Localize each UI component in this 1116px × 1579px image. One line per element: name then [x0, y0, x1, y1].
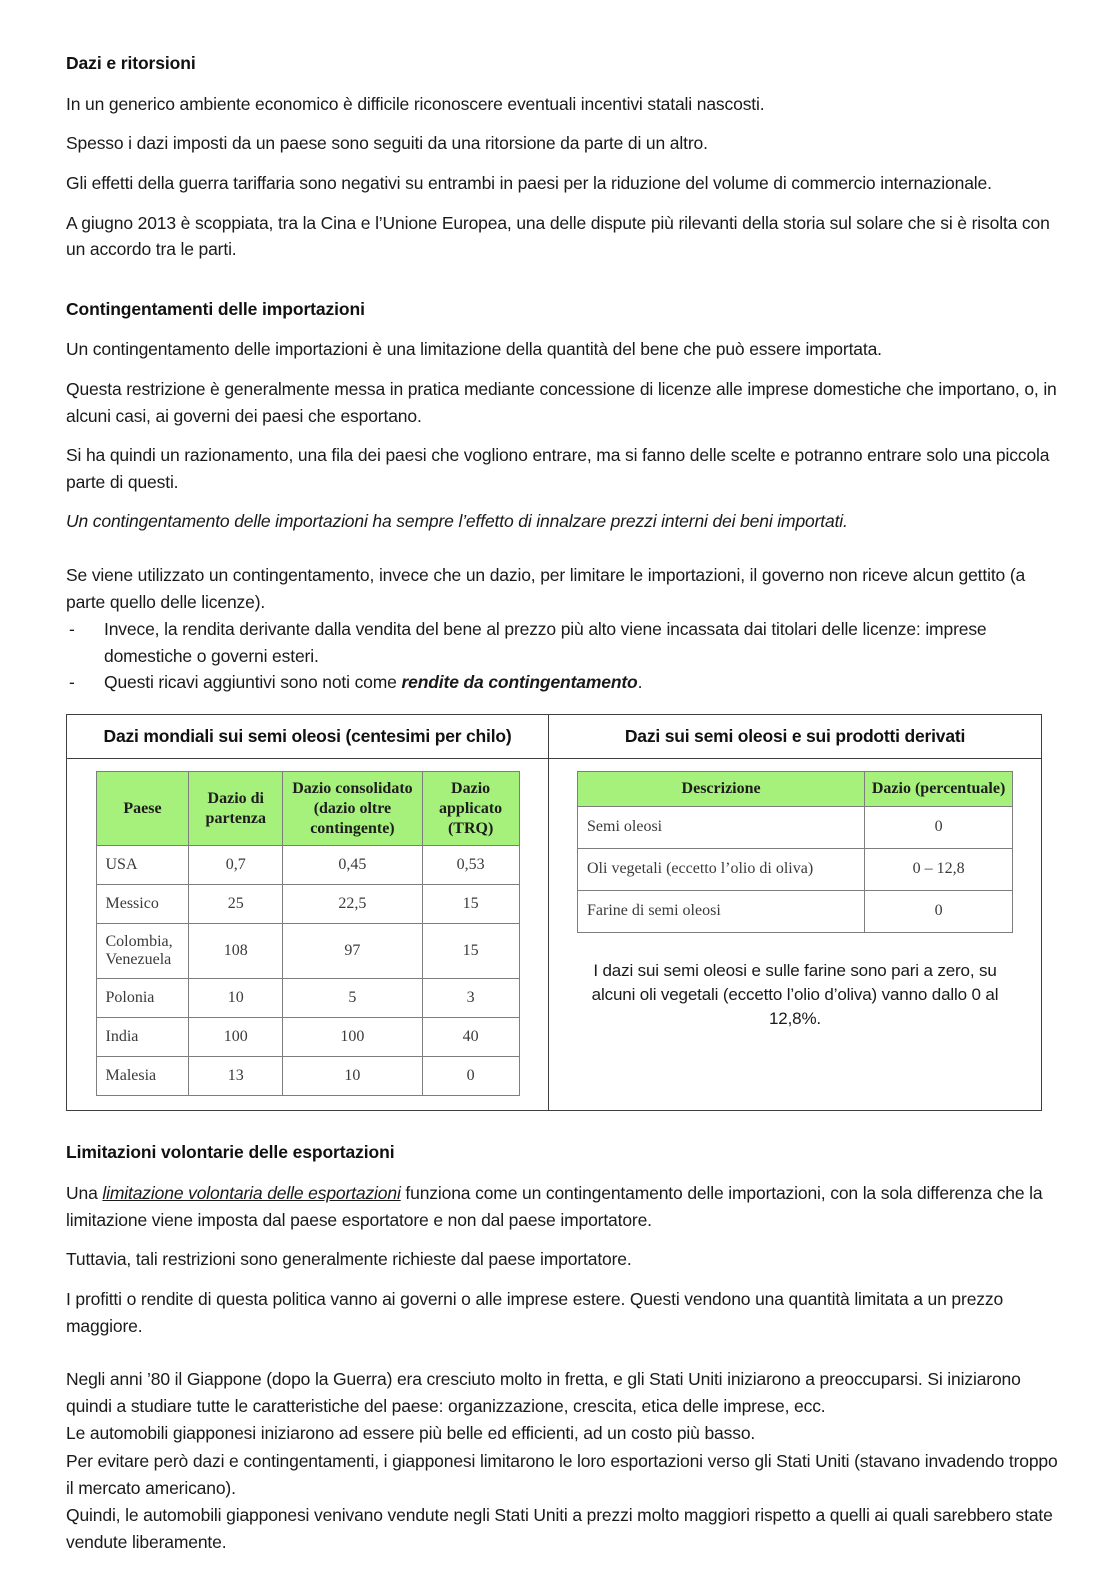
column-header-dazio-consolidato: Dazio consolidato (dazio oltre contingente) — [283, 772, 423, 846]
panel-title-left: Dazi mondiali sui semi oleosi (centesimi per chilo) — [67, 715, 548, 759]
paragraph-japan-3: Quindi, le automobili giapponesi venivano vendute negli Stati Uniti a prezzi molto maggiori rispetto a quelli ai quali sarebbero state vendute liberamente. — [66, 1505, 1053, 1552]
column-header-dazio-partenza: Dazio di partenza — [189, 772, 283, 846]
vers-lead-prefix: Una — [66, 1183, 103, 1204]
cell-consolidato: 5 — [283, 979, 423, 1018]
spacer — [66, 548, 1058, 562]
list-item — [66, 669, 1058, 696]
table-row — [96, 924, 519, 979]
cell-paese: Colombia, Venezuela — [96, 924, 189, 979]
panel-title-right: Dazi sui semi oleosi e sui prodotti derivati — [549, 715, 1041, 759]
cell-consolidato: 97 — [283, 924, 423, 979]
list-item-text: Invece, la rendita derivante dalla vendita del bene al prezzo più alto viene incassata dai titolari delle licenze: imprese domestiche o governi esteri. — [104, 619, 987, 666]
vers-lead-emphasis: limitazione volontaria delle esportazioni — [102, 1183, 401, 1204]
table-head — [96, 772, 519, 846]
table-body — [578, 806, 1013, 932]
paragraph-quotas-italic-note — [66, 508, 1058, 535]
italic-note-text: Un contingentamento delle importazioni ha sempre l’effetto di innalzare prezzi interni dei beni importati. — [66, 511, 848, 532]
cell-descrizione: Farine di semi oleosi — [578, 890, 865, 932]
paragraph-quotas-1: Questa restrizione è generalmente messa in pratica mediante concessione di licenze alle imprese domestiche che importano, o, in alcuni casi, ai governi dei paesi che esportano. — [66, 379, 1057, 426]
column-header-dazio-applicato: Dazio applicato (TRQ) — [422, 772, 519, 846]
dash-marker: - — [69, 672, 75, 693]
table-row — [578, 806, 1013, 848]
cell-paese: USA — [96, 846, 189, 885]
cell-consolidato: 10 — [283, 1057, 423, 1096]
column-header-paese: Paese — [96, 772, 189, 846]
table-header-row — [578, 772, 1013, 807]
cell-applicato: 0,53 — [422, 846, 519, 885]
table-row — [578, 848, 1013, 890]
cell-paese: Messico — [96, 885, 189, 924]
paragraph-quotas-0: Un contingentamento delle importazioni è una limitazione della quantità del bene che può essere importata. — [66, 339, 882, 360]
vers-lead-suffix: funziona come un contingentamento delle importazioni, con la sola differenza che la limitazione viene imposta dal paese esportatore e non dal paese importatore. — [66, 1183, 1043, 1230]
heading-contingentamenti: Contingentamenti delle importazioni — [66, 298, 365, 319]
table-derived-products — [577, 771, 1013, 933]
table-world-tariffs — [96, 771, 520, 1096]
cell-consolidato: 100 — [283, 1018, 423, 1057]
cell-applicato: 3 — [422, 979, 519, 1018]
list-item-text: Questi ricavi aggiuntivi sono noti come — [104, 672, 402, 693]
cell-partenza: 0,7 — [189, 846, 283, 885]
paragraph-vers-lead — [66, 1180, 1058, 1233]
paragraph-japan-0: Negli anni ’80 il Giappone (dopo la Guerra) era cresciuto molto in fretta, e gli Stati Uniti iniziarono a preoccuparsi. Si iniziarono quindi a studiare tutte le caratteristiche del paese: organizzazione, crescita, etica delle imprese, ecc. — [66, 1369, 1021, 1416]
table-head — [578, 772, 1013, 807]
cell-paese: India — [96, 1018, 189, 1057]
cell-partenza: 13 — [189, 1057, 283, 1096]
cell-applicato: 40 — [422, 1018, 519, 1057]
paragraph-tariffs-3: A giugno 2013 è scoppiata, tra la Cina e l’Unione Europea, una delle dispute più rilevanti della storia sul solare che si è risolta con un accordo tra le parti. — [66, 212, 1050, 260]
panel-derived-products — [549, 715, 1041, 1110]
heading-dazi-e-ritorsioni: Dazi e ritorsioni — [66, 53, 196, 73]
list-item-tail: . — [637, 672, 643, 693]
paragraph-tariffs-1: Spesso i dazi imposti da un paese sono seguiti da una ritorsione da parte di un altro. — [66, 133, 708, 154]
cell-consolidato: 22,5 — [283, 885, 423, 924]
paragraph-quotas-2: Si ha quindi un razionamento, una fila dei paesi che vogliono entrare, ma si fanno delle scelte e potranno entrare solo una piccola parte di questi. — [66, 445, 1050, 492]
cell-partenza: 108 — [189, 924, 283, 979]
cell-descrizione: Semi oleosi — [578, 806, 865, 848]
tariff-tables-figure — [66, 714, 1042, 1111]
heading-limitazioni-volontarie: Limitazioni volontarie delle esportazioni — [66, 1142, 395, 1163]
cell-dazio: 0 — [865, 806, 1013, 848]
cell-applicato: 0 — [422, 1057, 519, 1096]
spacer — [66, 1352, 1058, 1366]
panel-caption-right: I dazi sui semi oleosi e sulle farine sono pari a zero, su alcuni oli vegetali (eccetto l’olio d’oliva) vanno dallo 0 al 12,8%. — [591, 960, 999, 1029]
spacer — [66, 1111, 1058, 1141]
spacer — [66, 276, 1058, 298]
panel-world-tariffs — [67, 715, 549, 1110]
paragraph-vers-1: I profitti o rendite di questa politica vanno ai governi o alle imprese estere. Questi vendono una quantità limitata a un prezzo maggiore. — [66, 1289, 1004, 1336]
cell-paese: Polonia — [96, 979, 189, 1018]
table-row — [578, 890, 1013, 932]
table-body — [96, 846, 519, 1096]
paragraph-vers-0: Tuttavia, tali restrizioni sono generalmente richieste dal paese importatore. — [66, 1249, 632, 1270]
cell-dazio: 0 – 12,8 — [865, 848, 1013, 890]
list-item — [66, 616, 1058, 669]
table-row — [96, 979, 519, 1018]
dash-marker: - — [69, 619, 75, 640]
table-row — [96, 885, 519, 924]
paragraph-tariffs-2: Gli effetti della guerra tariffaria sono negativi su entrambi in paesi per la riduzione del volume di commercio internazionale. — [66, 172, 992, 193]
cell-consolidato: 0,45 — [283, 846, 423, 885]
panel-body-left — [67, 759, 548, 1110]
table-row — [96, 1057, 519, 1096]
cell-partenza: 100 — [189, 1018, 283, 1057]
list-item-emphasis: rendite da contingentamento — [401, 672, 638, 693]
panel-body-right — [549, 759, 1041, 1045]
cell-descrizione: Oli vegetali (eccetto l’olio di oliva) — [578, 848, 865, 890]
quota-bullet-list — [66, 616, 1058, 696]
cell-dazio: 0 — [865, 890, 1013, 932]
table-row — [96, 846, 519, 885]
cell-partenza: 25 — [189, 885, 283, 924]
paragraph-quota-revenue: Se viene utilizzato un contingentamento, invece che un dazio, per limitare le importazioni, il governo non riceve alcun gettito (a parte quello delle licenze). — [66, 565, 1026, 612]
cell-applicato: 15 — [422, 924, 519, 979]
table-header-row — [96, 772, 519, 846]
cell-paese: Malesia — [96, 1057, 189, 1096]
table-row — [96, 1018, 519, 1057]
paragraph-japan-1: Le automobili giapponesi iniziarono ad essere più belle ed efficienti, ad un costo più basso. — [66, 1423, 756, 1444]
column-header-dazio-percentuale: Dazio (percentuale) — [865, 772, 1013, 807]
paragraph-japan-2: Per evitare però dazi e contingentamenti, i giapponesi limitarono le loro esportazioni verso gli Stati Uniti (stavano invadendo troppo il mercato americano). — [66, 1450, 1058, 1498]
paragraph-tariffs-0: In un generico ambiente economico è difficile riconoscere eventuali incentivi statali nascosti. — [66, 93, 765, 114]
cell-applicato: 15 — [422, 885, 519, 924]
cell-partenza: 10 — [189, 979, 283, 1018]
column-header-descrizione: Descrizione — [578, 772, 865, 807]
